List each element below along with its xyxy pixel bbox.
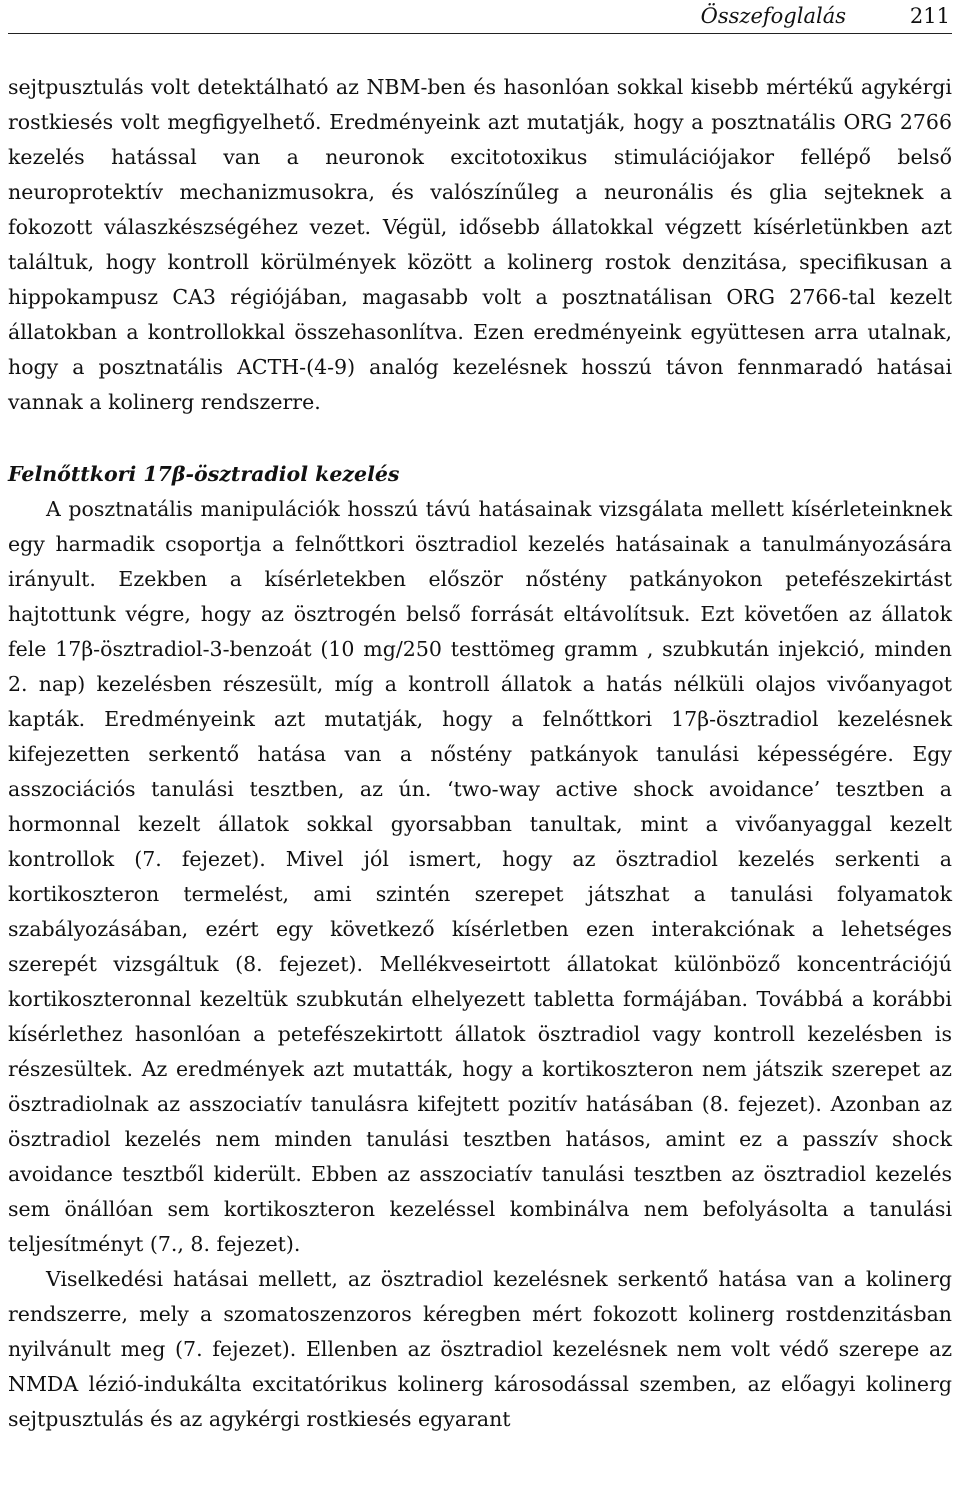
page-body — [8, 70, 952, 1437]
paragraph-cholinergic: Viselkedési hatásai mellett, az ösztradiol kezelésnek serkentő hatása van a kolinerg rendszerre, mely a szomatoszenzoros kéregben mért fokozott kolinerg rostdenzitásban nyilvánult meg (7. fejezet). Ellenben az ösztradiol kezelésnek nem volt védő szerepe az NMDA lézió-indukálta excitatórikus kolinerg károsodással szemben, az előagyi kolinerg sejtpusztulás és az agykérgi rostkiesés egyarant — [8, 1267, 952, 1431]
running-title: Összefoglalás — [700, 4, 846, 28]
section-heading: Felnőttkori 17β-ösztradiol kezelés — [8, 462, 400, 486]
paragraph-continuation: sejtpusztulás volt detektálható az NBM-ben és hasonlóan sokkal kisebb mértékű agykérgi rostkiesés volt megfigyelhető. Eredményeink azt mutatják, hogy a posztnatális ORG 2766 kezelés hatással van a neuronok excitotoxikus stimulációjakor fellépő belső neuroprotektív mechanizmusokra, és valószínűleg a neuronális és glia sejteknek a fokozott válaszkészségéhez vezet. Végül, idősebb állatokkal végzett kísérletünkben azt találtuk, hogy kontroll körülmények között a kolinerg rostok denzitása, specifikusan a hippokampusz CA3 régiójában, magasabb volt a posztnatálisan ORG 2766-tal kezelt állatokban a kontrollokkal összehasonlítva. Ezen eredményeink együttesen arra utalnak, hogy a posztnatális ACTH-(4-9) analóg kezelésnek hosszú távon fennmaradó hatásai vannak a kolinerg rendszerre. — [8, 75, 952, 414]
page-header — [8, 0, 952, 34]
page-number: 211 — [909, 4, 950, 28]
paragraph-estradiol: A posztnatális manipulációk hosszú távú hatásainak vizsgálata mellett kísérleteinknek egy harmadik csoportja a felnőttkori ösztradiol kezelés hatásainak a tanulmányozására irányult. Ezekben a kísérletekben először nőstény patkányokon petefészekirtást hajtottunk végre, hogy az ösztrogén belső forrását eltávolítsuk. Ezt követően az állatok fele 17β-ösztradiol-3-benzoát (10 mg/250 testtömeg gramm , szubkután injekció, minden 2. nap) kezelésben részesült, míg a kontroll állatok a hatás nélküli olajos vivőanyagot kapták. Eredményeink azt mutatják, hogy a felnőttkori 17β-ösztradiol kezelésnek kifejezetten serkentő hatása van a nőstény patkányok tanulási képességére. Egy asszociációs tanulási tesztben, az ún. ‘two-way active shock avoidance’ tesztben a hormonnal kezelt állatok sokkal gyorsabban tanultak, mint a vivőanyaggal kezelt kontrollok (7. fejezet). Mivel jól ismert, hogy az ösztradiol kezelés serkenti a kortikoszteron termelést, ami szintén szerepet játszhat a tanulási folyamatok szabályozásában, ezért egy következő kísérletben ezen interakciónak a lehetséges szerepét vizsgáltuk (8. fejezet). Mellékveseirtott állatokat különböző koncentrációjú kortikoszteronnal kezeltük szubkután elhelyezett tabletta formájában. Továbbá a korábbi kísérlethez hasonlóan a petefészekirtott állatok ösztradiol vagy kontroll kezelésben is részesültek. Az eredmények azt mutatták, hogy a kortikoszteron nem játszik szerepet az ösztradiolnak az asszociatív tanulásra kifejtett pozitív hatásában (8. fejezet). Azonban az ösztradiol kezelés nem minden tanulási tesztben hatásos, amint ez a passzív shock avoidance tesztből kiderült. Ebben az asszociatív tanulási tesztben az ösztradiol kezelés sem önállóan sem kortikoszteron kezeléssel kombinálva nem befolyásolta a tanulási teljesítményt (7., 8. fejezet). — [8, 497, 952, 1256]
